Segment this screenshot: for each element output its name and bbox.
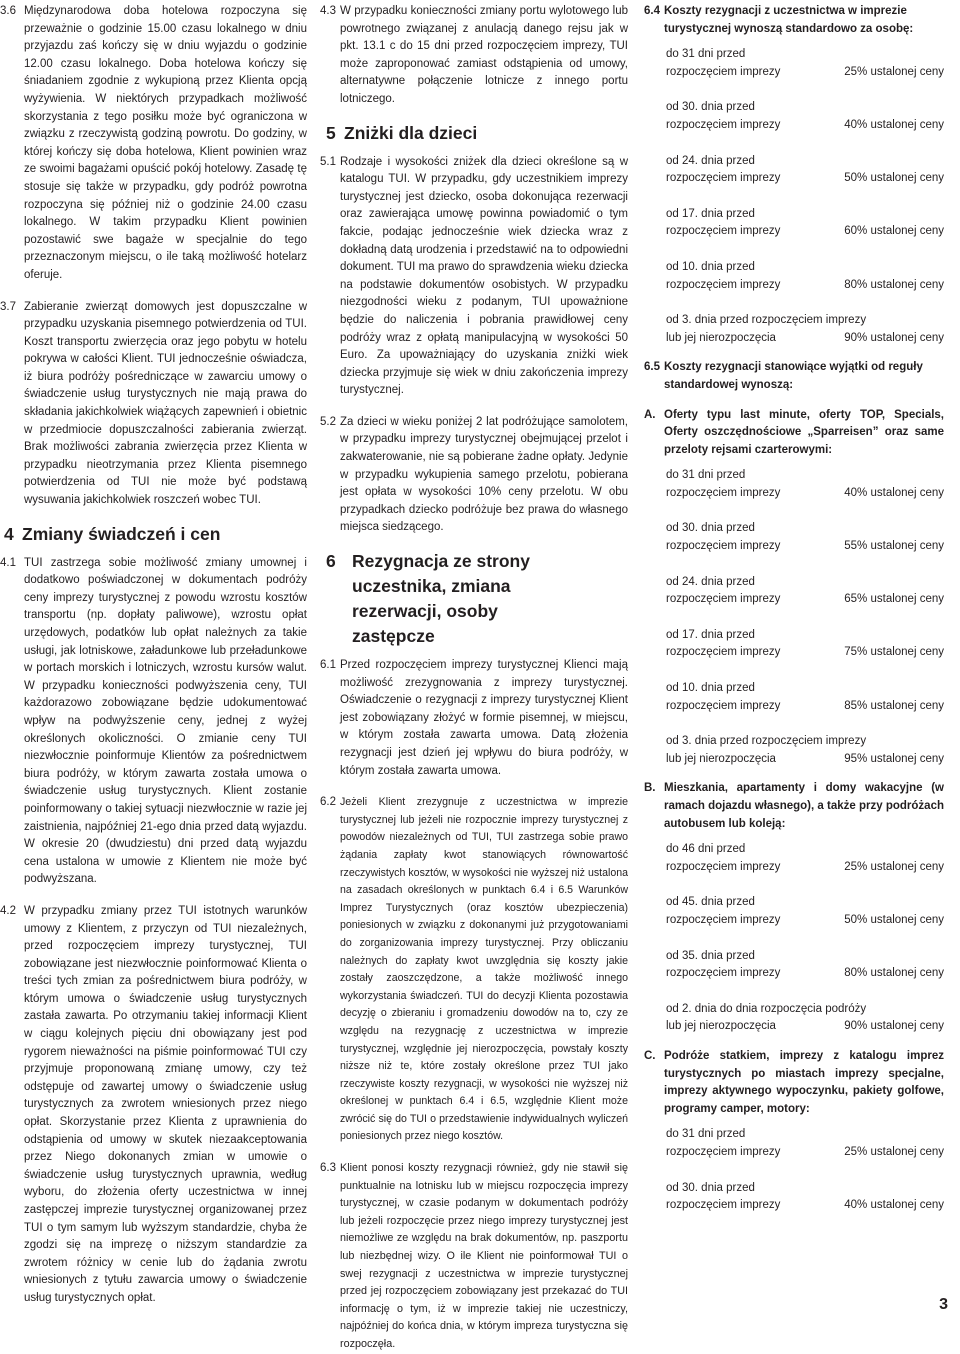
fee-tier-period-end: rozpoczęciem imprezy xyxy=(666,278,781,291)
section-text: Klient ponosi koszty rezygnacji również, gdy nie stawił się punktualnie na lotnisku lub w miejscu rozpoczęcia imprezy turystycznej, w czasie podanym w dokumentach podróży lub jeżeli rozpoczęcie przez niego imprezy turystycznej jest niemożliwe ze względu na brak dokumentów, np. paszportu lub niezbędnej wizy. O ile Klient nie poinformował TUI o swej rezygnacji z uczestnictwa w imprezie turystycznej przed jej rozpoczęciem zobowiązany jest przekazać do TUI informację o tym, iż w imprezie takiej nie uczestniczy, najpóźniej do końca dnia, w którym impreza turystyczna się rozpoczęła. xyxy=(340,1162,628,1350)
heading-section-4 xyxy=(0,522,307,547)
fee-tier-period-end: rozpoczęciem imprezy xyxy=(666,540,781,553)
fee-tier-row xyxy=(666,1144,944,1162)
fee-tier xyxy=(666,99,944,134)
section-number: 6.4 xyxy=(644,5,660,17)
page-number: 3 xyxy=(939,1296,948,1313)
fee-tier-period: od 24. dnia przed xyxy=(666,575,755,588)
fee-tier-period: od 24. dnia przed xyxy=(666,154,755,167)
fee-tier-period: od 10. dnia przed xyxy=(666,682,755,695)
fee-tier-period: od 3. dnia przed rozpoczęciem imprezy xyxy=(666,314,867,327)
fee-tier-period-end: rozpoczęciem imprezy xyxy=(666,699,781,712)
subsection-text: Podróże statkiem, imprezy z katalogu imprez turystycznych po miastach imprezy specjalne, imprezy aktywnego wypoczynku, pakiety golfowe, programy camper, motory: xyxy=(664,1049,944,1115)
fee-tier-row xyxy=(666,64,944,82)
fee-tier-row xyxy=(666,277,944,295)
fee-tier xyxy=(666,1180,944,1215)
section-number: 4.1 xyxy=(0,556,16,569)
fee-tier-row xyxy=(666,538,944,556)
fee-tier-percentage: 90% ustalonej ceny xyxy=(844,1020,944,1033)
fee-tier-row xyxy=(666,485,944,503)
fee-tier xyxy=(666,153,944,188)
fee-tier-period: od 3. dnia przed rozpoczęciem imprezy xyxy=(666,735,867,748)
section-5-2 xyxy=(320,414,628,537)
fee-tier-row xyxy=(666,591,944,609)
fee-tier-period: od 30. dnia przed xyxy=(666,1181,755,1194)
section-6-3 xyxy=(320,1160,628,1354)
section-text: Zabieranie zwierząt domowych jest dopuszczalne w przypadku uzyskania pisemnego potwierdzenia od TUI. Koszt transportu zwierzęcia oraz jego pobytu w hotelu pokrywa w całości Klient. TUI jednocześnie oświadcza, iż biura podróży pośredniczące w zawarciu umowy o świadczenie usług turystycznych nie mają prawa do składania jakichkolwiek wiążących zapewnień i obietnic w przedmiocie dopuszczalności zabierania zwierząt. Brak możliwości zabrania zwierzęcia przez Klienta w przypadku nieotrzymania przez Klienta pisemnego potwierdzenia od TUI nie może być podstawą wysuwania jakichkolwiek roszczeń wobec TUI. xyxy=(24,300,307,507)
column-middle xyxy=(320,0,628,1354)
fee-tier-period: od 17. dnia przed xyxy=(666,628,755,641)
fee-tier-period: od 45. dnia przed xyxy=(666,896,755,909)
fee-tier-period-end: rozpoczęciem imprezy xyxy=(666,1199,781,1212)
heading-section-5 xyxy=(320,121,628,146)
fee-tier xyxy=(666,1126,944,1161)
fee-tier xyxy=(666,680,944,715)
fee-tier-percentage: 50% ustalonej ceny xyxy=(844,172,944,185)
fee-tier-period-end: rozpoczęciem imprezy xyxy=(666,967,781,980)
section-number: 3.6 xyxy=(0,5,16,17)
section-number: 5.1 xyxy=(320,155,336,168)
fee-tier-row xyxy=(666,223,944,241)
fee-tier-period-end: rozpoczęciem imprezy xyxy=(666,486,781,499)
fee-tier-period-end: rozpoczęciem imprezy xyxy=(666,860,781,873)
section-text: Przed rozpoczęciem imprezy turystycznej Klienci mają możliwość zrezygnowania z imprezy turystycznej. Oświadczenie o rezygnacji z imprezy turystycznej Klient jest zobowiązany złożyć w formie pisemnej, w miejscu, w którym została zawarta umowa. Datą złożenia rezygnacji jest dzień jej wpływu do biura podróży, w którym została zawarta umowa. xyxy=(340,659,628,777)
fee-tier-percentage: 25% ustalonej ceny xyxy=(844,860,944,873)
section-text: Międzynarodowa doba hotelowa rozpoczyna się przeważnie o godzinie 15.00 czasu lokalnego w dniu przyjazdu zaś kończy się w dniu wyjazdu o godzinie 12.00 czasu lokalnego. Doba hotelowa kończy się śniadaniem zgodnie z wykupioną przez Klienta opcją wyżywienia. W niektórych przypadkach możliwość skorzystania z tego posiłku może być ograniczona w związku z rzeczywistą godziną powrotu. Do godziny, w której kończy się doba hotelowa, Klient powinien wraz ze swoimi bagażami opuścić pokój hotelowy. Zasadę tę stosuje się także w przypadku, gdy podróż powrotna rozpoczyna się później niż o godzinie 24.00 czasu lokalnego. W takim przypadku Klient powinien pozostawić swe bagaże w specjalnie do tego przeznaczonym miejscu, o ile taką możliwość hotelarz oferuje. xyxy=(24,5,307,281)
fee-tier-row xyxy=(666,751,944,769)
section-6-2 xyxy=(320,794,628,1146)
section-6-1 xyxy=(320,657,628,780)
subsection-a xyxy=(644,407,944,460)
fee-tier-period-end: lub jej nierozpoczęcia xyxy=(666,752,776,765)
subsection-text: Mieszkania, apartamenty i domy wakacyjne (w ramach dojazdu własnego), a także przy podróżach autobusem lub koleją: xyxy=(664,782,944,830)
fee-tier xyxy=(666,894,944,929)
fee-tier-period: od 35. dnia przed xyxy=(666,949,755,962)
section-text: Rodzaje i wysokości zniżek dla dzieci określone są w katalogu TUI. W przypadku, gdy uczestnikiem imprezy turystycznej jest dziecko, osoba dokonująca rezerwacji oraz zawierająca umowę powinna powiadomić o tym fakcie, podając jednocześnie wiek dziecka wraz z dokładną datą urodzenia i przedstawić na to odpowiedni dokument. TUI ma prawo do sprawdzenia wieku dziecka na podstawie dokumentów osobistych. W przypadku niezgodności wieku z podanym, TUI upoważnione będzie do naliczenia i pobrania prawidłowej ceny podróży wraz z opłatą manipulacyjną w wysokości 50 Euro. Za upoważniający do uzyskania zniżki wiek dziecka przyjmuje się wiek w dniu zakończenia imprezy turystycznej. xyxy=(340,155,628,397)
fee-tier xyxy=(666,520,944,555)
fee-tier-percentage: 55% ustalonej ceny xyxy=(844,540,944,553)
fee-tier-row xyxy=(666,912,944,930)
fee-tier xyxy=(666,467,944,502)
fee-tier xyxy=(666,948,944,983)
fee-tier-period-end: rozpoczęciem imprezy xyxy=(666,646,781,659)
fee-tier xyxy=(666,1001,944,1036)
fee-tier xyxy=(666,206,944,241)
section-4-1 xyxy=(0,555,307,889)
fee-tier xyxy=(666,312,944,347)
fee-tier-percentage: 40% ustalonej ceny xyxy=(844,486,944,499)
fee-tier-period-end: rozpoczęciem imprezy xyxy=(666,118,781,131)
fee-tier-row xyxy=(666,698,944,716)
fee-tier-percentage: 85% ustalonej ceny xyxy=(844,699,944,712)
fee-tier-period-end: rozpoczęciem imprezy xyxy=(666,1145,781,1158)
fee-tier-period: do 46 dni przed xyxy=(666,843,746,856)
section-5-1 xyxy=(320,154,628,400)
heading-section-6 xyxy=(320,549,628,649)
fee-tier-percentage: 25% ustalonej ceny xyxy=(844,65,944,78)
fee-tier-percentage: 65% ustalonej ceny xyxy=(844,593,944,606)
fee-tier-percentage: 80% ustalonej ceny xyxy=(844,967,944,980)
heading-number: 5 xyxy=(326,122,336,143)
fee-tier xyxy=(666,841,944,876)
section-number: 6.2 xyxy=(320,796,336,809)
fee-tier-period: od 2. dnia do dnia rozpoczęcia podróży xyxy=(666,1002,867,1015)
section-text: Koszty rezygnacji z uczestnictwa w imprezie turystycznej wynoszą standardowo za osobę: xyxy=(664,5,914,35)
fee-tier xyxy=(666,574,944,609)
fee-tier-percentage: 75% ustalonej ceny xyxy=(844,646,944,659)
section-text: W przypadku konieczności zmiany portu wylotowego lub powrotnego związanej z anulacją danego rejsu jak w pkt. 13.1 c do 15 dni przed rozpoczęciem imprezy, TUI może zaproponować zamiast odstąpienia od umowy, alternatywne połączenie lotnicze z innego portu lotniczego. xyxy=(340,5,628,105)
fee-tier-row xyxy=(666,170,944,188)
section-3-6 xyxy=(0,3,307,285)
section-number: 6.3 xyxy=(320,1162,336,1175)
section-number: 6.1 xyxy=(320,659,336,672)
subsection-letter: A. xyxy=(644,408,656,421)
subsection-b xyxy=(644,780,944,833)
fee-tier-row xyxy=(666,644,944,662)
fee-tier-percentage: 80% ustalonej ceny xyxy=(844,278,944,291)
fee-tier-period: do 31 dni przed xyxy=(666,469,746,482)
fee-tier-row xyxy=(666,117,944,135)
fee-tier xyxy=(666,627,944,662)
section-text: Za dzieci w wieku poniżej 2 lat podróżujące samolotem, w przypadku imprezy turystycznej obejmującej przelot i zakwaterowanie, nie są pobierane żadne opłaty. Jedynie w przypadku wykupienia samego przelotu, pobierana jest opłata w wysokości 10% ceny przelotu. W obu przypadkach dziecko podróżuje bez prawa do własnego miejsca siedzącego. xyxy=(340,415,628,534)
section-3-7 xyxy=(0,299,307,510)
fee-tier-period: do 31 dni przed xyxy=(666,48,746,61)
section-6-5 xyxy=(644,359,944,394)
fee-tier-period: do 31 dni przed xyxy=(666,1128,746,1141)
fee-tier-period: od 30. dnia przed xyxy=(666,101,755,114)
fee-tier-period-end: lub jej nierozpoczęcia xyxy=(666,331,776,344)
section-text: TUI zastrzega sobie możliwość zmiany umownej i dodatkowo poświadczonej w dokumentach podróży ceny imprezy turystycznej z powodu wzrostu kosztów transportu (np. dopłaty paliwowe), wzrostu opłat urzędowych, podatków lub opłat należnych za takie usługi, jak lotniskowe, załadunkowe lub przeładunkowe w portach morskich i lotniczych, wzrostu kursów walut. W przypadku konieczności podwyższenia ceny, TUI każdorazowo zobowiązane będzie udokumentować wpływ na podwyższenie ceny, jednej z wyżej określonych okoliczności. O zmianie ceny TUI niezwłocznie poinformuje Klientów za pośrednictwem biura podróży, w którym zawarta została umowa o świadczenie usług turystycznych. Klient zostanie poinformowany o takiej sytuacji niezwłocznie w razie jej zaistnienia, najpóźniej 21-ego dnia przed datą wyjazdu. W okresie 20 (dwudziestu) dni przed datą wyjazdu cena ustalona w umowie z Klientem nie może być podwyższana. xyxy=(24,556,307,886)
heading-title: Rezygnacja ze strony uczestnika, zmiana rezerwacji, osoby zastępcze xyxy=(352,551,530,647)
subsection-text: Oferty typu last minute, oferty TOP, Specials, Oferty oszczędnościowe „Sparreisen” oraz same przeloty rejsami czarterowymi: xyxy=(664,408,944,456)
fee-tier-percentage: 95% ustalonej ceny xyxy=(844,752,944,765)
fee-tier-row xyxy=(666,1197,944,1215)
fee-tier-period-end: rozpoczęciem imprezy xyxy=(666,225,781,238)
fee-tier-period: od 17. dnia przed xyxy=(666,207,755,220)
section-number: 3.7 xyxy=(0,300,16,313)
fee-tier-period-end: rozpoczęciem imprezy xyxy=(666,913,781,926)
subsection-letter: B. xyxy=(644,782,656,795)
fee-tier-period-end: lub jej nierozpoczęcia xyxy=(666,1020,776,1033)
section-text: W przypadku zmiany przez TUI istotnych warunków umowy z Klientem, z przyczyn od TUI niezależnych, przed rozpoczęciem imprezy turystycznej, TUI zobowiązane jest niezwłocznie poinformować Klienta o treści tych zmian za pośrednictwem biura podróży, w którym umowa o świadczenie usług turystycznych zastała zawarta. Po otrzymaniu takiej informacji Klient w ciągu kolejnych pięciu dni obowiązany jest pod rygorem nieważności na piśmie poinformować TUI czy przyjmuje proponowaną zmianę umowy, czy też odstępuje od zawartej umowy o świadczenie usług turystycznych za zwrotem wniesionych przez niego opłat. Skorzystanie przez Klienta z uprawnienia do odstąpienia od umowy w skutek niezaakceptowania przez Niego dokonanych zmian w umowie o świadczenie usług turystycznych uprawnia, według wyboru, do złożenia oferty uczestnictwa w innej zastępczej imprezie turystycznej organizowanej przez TUI o tym samym lub wyższym standardzie, chyba że zgodzi się na imprezę o niższym standardzie za zwrotem różnicy w cenie lub do żądania zwrotu wniesionych z tytułu zawarcia umowy o świadczenie usług turystycznych opłat. xyxy=(24,904,307,1304)
fee-tier xyxy=(666,259,944,294)
section-number: 5.2 xyxy=(320,415,336,428)
fee-tier-period: od 10. dnia przed xyxy=(666,260,755,273)
heading-title: Zmiany świadczeń i cen xyxy=(22,523,221,544)
fee-tier xyxy=(666,733,944,768)
section-text: Koszty rezygnacji stanowiące wyjątki od reguły standardowej wynoszą: xyxy=(664,361,923,391)
subsection-letter: C. xyxy=(644,1049,656,1062)
fee-tier-percentage: 40% ustalonej ceny xyxy=(844,1199,944,1212)
fee-table-standard xyxy=(644,46,944,347)
fee-table-c xyxy=(644,1126,944,1214)
section-number: 6.5 xyxy=(644,361,660,374)
column-left xyxy=(0,0,307,1308)
fee-table-b xyxy=(644,841,944,1036)
heading-title: Zniżki dla dzieci xyxy=(344,122,478,143)
section-number: 4.2 xyxy=(0,904,16,917)
fee-tier xyxy=(666,46,944,81)
section-4-3 xyxy=(320,3,628,109)
fee-tier-percentage: 90% ustalonej ceny xyxy=(844,331,944,344)
fee-tier-percentage: 40% ustalonej ceny xyxy=(844,118,944,131)
heading-number: 4 xyxy=(4,523,14,544)
section-4-2 xyxy=(0,903,307,1308)
fee-tier-period-end: rozpoczęciem imprezy xyxy=(666,593,781,606)
fee-tier-period-end: rozpoczęciem imprezy xyxy=(666,65,781,78)
fee-tier-percentage: 25% ustalonej ceny xyxy=(844,1145,944,1158)
heading-number: 6 xyxy=(326,551,336,572)
subsection-c xyxy=(644,1048,944,1118)
fee-tier-row xyxy=(666,859,944,877)
section-text: Jeżeli Klient zrezygnuje z uczestnictwa w imprezie turystycznej lub jeżeli nie rozpocznie imprezy turystycznej z powodów niezależnych od TUI, TUI zastrzega sobie prawo żądania zapłaty kwot stanowiących równowartość rzeczywistych kosztów, w wysokości nie wyższej niż ustalona na zasadach określonych w punktach 6.4 i 6.5 Warunków Imprez Turystycznych (oraz kosztów ubezpieczenia) poniesionych w związku z dokonanymi już przygotowaniami do zorganizowania imprezy turystycznej. Przy obliczaniu należnych do zapłaty kwot uwzględnia się koszty jakie zostały zaoszczędzone, a także możliwość innego wykorzystania świadczeń. TUI do decyzji Klienta pozostawia decyzję o zbieraniu i gromadzeniu dowodów na to, czy ze względu na rezygnację z uczestnictwa w imprezie turystycznej, względnie jej nierozpoczęcia, powstały koszty niższe niż te, które zostały określone przez TUI jako rzeczywiste koszty rezygnacji, w wysokości nie wyższej niż określonej w punktach 6.4 i 6.5, względnie Klient może zwrócić się do TUI o przedstawienie indywidualnych wyliczeń poniesionych przez niego kosztów. xyxy=(340,796,628,1143)
fee-tier-percentage: 60% ustalonej ceny xyxy=(844,225,944,238)
fee-tier-period: od 30. dnia przed xyxy=(666,522,755,535)
column-right xyxy=(644,0,944,1215)
fee-tier-period-end: rozpoczęciem imprezy xyxy=(666,172,781,185)
fee-tier-percentage: 50% ustalonej ceny xyxy=(844,913,944,926)
section-number: 4.3 xyxy=(320,5,336,17)
fee-table-a xyxy=(644,467,944,768)
fee-tier-row xyxy=(666,965,944,983)
fee-tier-row xyxy=(666,330,944,348)
fee-tier-row xyxy=(666,1018,944,1036)
section-6-4 xyxy=(644,3,944,38)
